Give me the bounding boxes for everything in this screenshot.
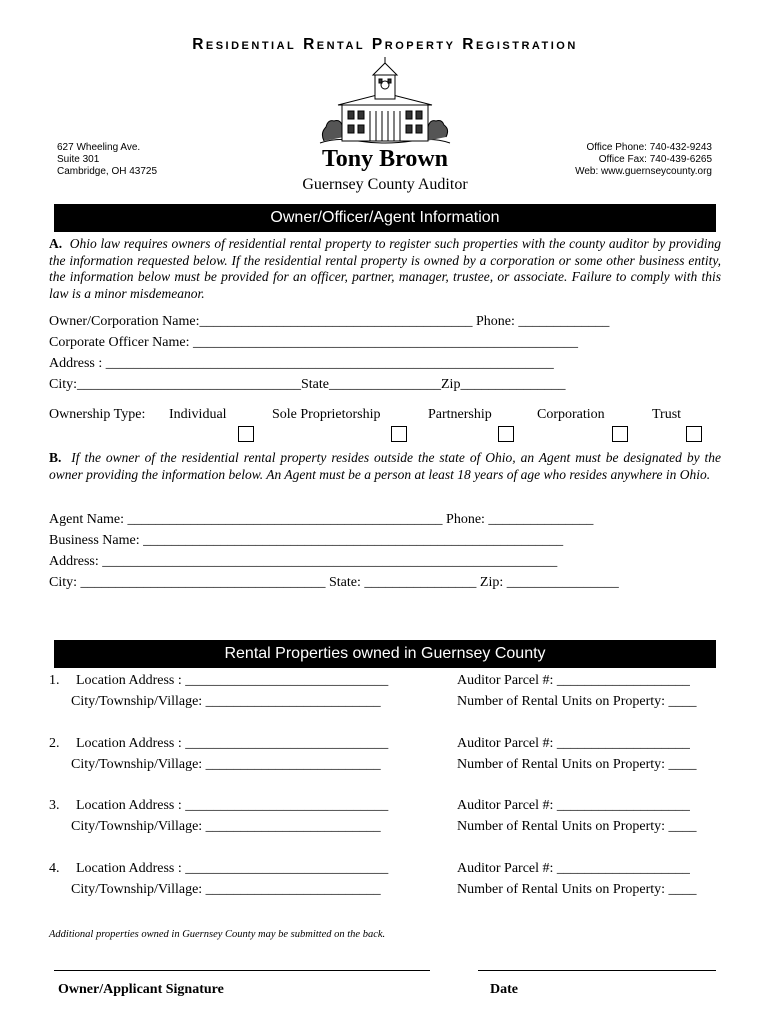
additional-properties-note: Additional properties owned in Guernsey County may be submitted on the back.	[49, 929, 386, 940]
section-header-owner-info: Owner/Officer/Agent Information	[54, 204, 716, 232]
ownership-option-corporation: Corporation	[537, 407, 605, 422]
auditor-title: Guernsey County Auditor	[302, 176, 468, 193]
section-b-marker: B.	[49, 450, 62, 465]
property-number: 3.	[49, 798, 60, 813]
property-city-field[interactable]: City/Township/Village: _________________________	[71, 757, 381, 772]
section-a-instructions	[49, 236, 721, 302]
checkbox-trust-icon[interactable]	[686, 426, 702, 442]
section-b-text: If the owner of the residential rental property resides outside the state of Ohio, an Agent must be designated by the owner providing the information below. An Agent must be a person at least 18 years of age who resides anywhere in Ohio.	[49, 450, 722, 482]
property-location-field[interactable]: Location Address : _____________________________	[76, 861, 389, 876]
address-line-2: Suite 301	[57, 154, 100, 165]
checkbox-sole-proprietorship-icon[interactable]	[391, 426, 407, 442]
section-a-text: Ohio law requires owners of residential rental property to register such properties with the county auditor by providing the information requested below. If the residential rental property is owned by a corporation or some other business entity, the information below must be provided for an officer, partner, manager, trustee, or associate. Failure to comply with this law is a minor misdemeanor.	[49, 236, 722, 301]
date-line[interactable]	[478, 970, 716, 971]
property-parcel-field[interactable]: Auditor Parcel #: ___________________	[457, 798, 690, 813]
agent-name-field[interactable]: Agent Name: _____________________________________________ Phone: _______________	[49, 512, 594, 527]
document-title: Residential Rental Property Registration	[192, 36, 578, 53]
property-location-field[interactable]: Location Address : _____________________________	[76, 673, 389, 688]
property-number: 1.	[49, 673, 60, 688]
section-header-rental-properties: Rental Properties owned in Guernsey County	[54, 640, 716, 668]
section-b-instructions	[49, 450, 721, 483]
courthouse-drawing-icon	[318, 57, 452, 149]
property-units-field[interactable]: Number of Rental Units on Property: ____	[457, 819, 697, 834]
owner-name-field[interactable]: Owner/Corporation Name:_______________________________________ Phone: _____________	[49, 314, 610, 329]
checkbox-corporation-icon[interactable]	[612, 426, 628, 442]
property-units-field[interactable]: Number of Rental Units on Property: ____	[457, 694, 697, 709]
property-parcel-field[interactable]: Auditor Parcel #: ___________________	[457, 736, 690, 751]
office-phone: Office Phone: 740-432-9243	[586, 142, 712, 153]
office-web: Web: www.guernseycounty.org	[575, 166, 712, 177]
checkbox-individual-icon[interactable]	[238, 426, 254, 442]
owner-city-field[interactable]: City:________________________________State________________Zip_______________	[49, 377, 566, 392]
property-city-field[interactable]: City/Township/Village: _________________________	[71, 694, 381, 709]
owner-signature-label: Owner/Applicant Signature	[58, 982, 224, 997]
checkbox-partnership-icon[interactable]	[498, 426, 514, 442]
agent-city-field[interactable]: City: ___________________________________ State: ________________ Zip: ________________	[49, 575, 619, 590]
property-units-field[interactable]: Number of Rental Units on Property: ____	[457, 882, 697, 897]
address-line-1: 627 Wheeling Ave.	[57, 142, 141, 153]
signature-line[interactable]	[54, 970, 430, 971]
address-line-3: Cambridge, OH 43725	[57, 166, 158, 177]
office-fax: Office Fax: 740-439-6265	[598, 154, 712, 165]
ownership-option-sole-proprietorship: Sole Proprietorship	[272, 407, 381, 422]
agent-address-field[interactable]: Address: _________________________________________________________________	[49, 554, 558, 569]
property-parcel-field[interactable]: Auditor Parcel #: ___________________	[457, 673, 690, 688]
ownership-option-partnership: Partnership	[428, 407, 492, 422]
owner-address-field[interactable]: Address : ________________________________________________________________	[49, 356, 554, 371]
ownership-option-individual: Individual	[169, 407, 227, 422]
business-name-field[interactable]: Business Name: ____________________________________________________________	[49, 533, 564, 548]
property-city-field[interactable]: City/Township/Village: _________________________	[71, 882, 381, 897]
auditor-name: Tony Brown	[321, 146, 449, 172]
date-label: Date	[490, 982, 518, 997]
officer-name-field[interactable]: Corporate Officer Name: _______________________________________________________	[49, 335, 578, 350]
section-a-marker: A.	[49, 236, 63, 251]
property-location-field[interactable]: Location Address : _____________________________	[76, 736, 389, 751]
ownership-option-trust: Trust	[652, 407, 682, 422]
ownership-type-label: Ownership Type:	[49, 407, 146, 422]
property-location-field[interactable]: Location Address : _____________________________	[76, 798, 389, 813]
property-units-field[interactable]: Number of Rental Units on Property: ____	[457, 757, 697, 772]
property-parcel-field[interactable]: Auditor Parcel #: ___________________	[457, 861, 690, 876]
property-number: 4.	[49, 861, 60, 876]
property-city-field[interactable]: City/Township/Village: _________________________	[71, 819, 381, 834]
property-number: 2.	[49, 736, 60, 751]
